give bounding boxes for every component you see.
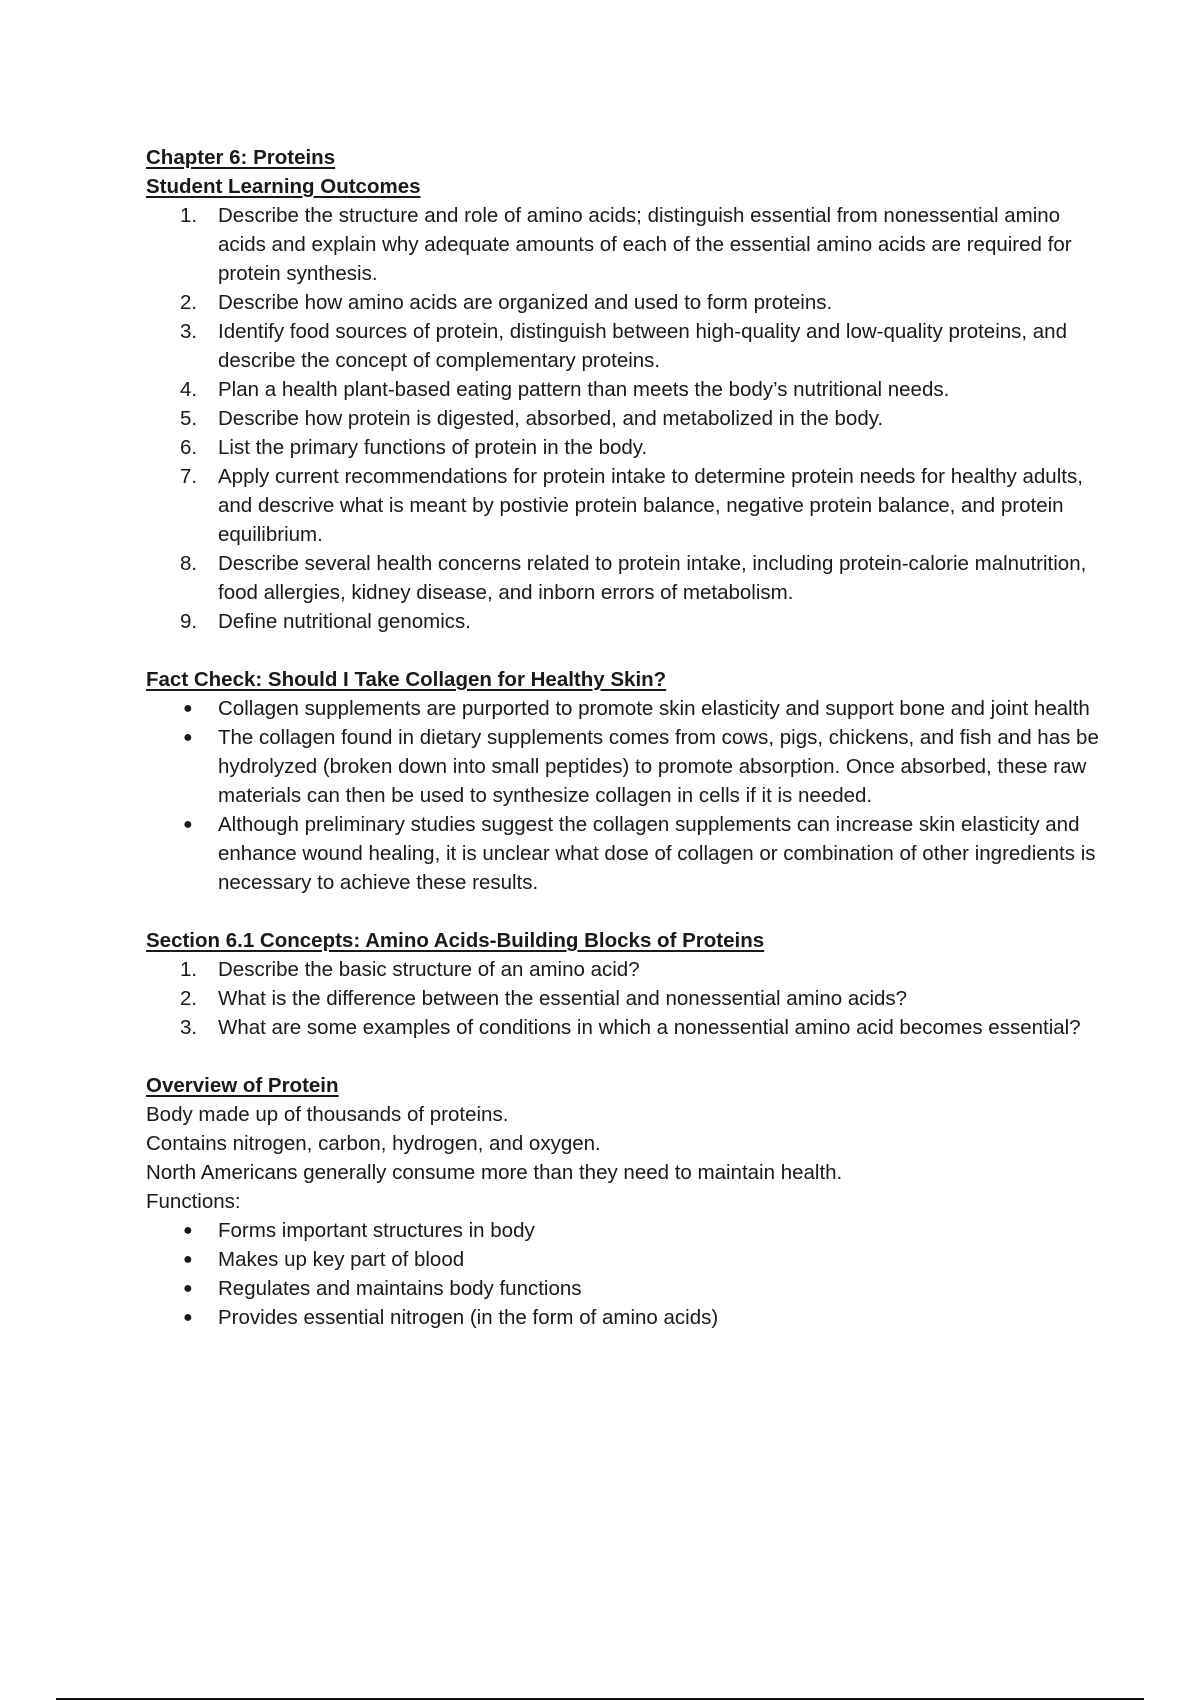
overview-line: Contains nitrogen, carbon, hydrogen, and oxygen. bbox=[146, 1132, 601, 1155]
fact-check-text: Collagen supplements are purported to promote skin elasticity and support bone and joint health bbox=[218, 697, 1090, 720]
overview-line: Body made up of thousands of proteins. bbox=[146, 1103, 509, 1126]
function-item bbox=[146, 1303, 1106, 1332]
list-number: 2. bbox=[180, 987, 198, 1010]
bullet-icon: ● bbox=[183, 729, 193, 746]
outcome-item bbox=[146, 462, 1106, 549]
function-text: Makes up key part of blood bbox=[218, 1248, 465, 1271]
bullet-icon: ● bbox=[183, 1280, 193, 1297]
fact-check-text: The collagen found in dietary supplements comes from cows, pigs, chickens, and fish and has be hydrolyzed (broken down into small peptides) to promote absorption. Once absorbed, these raw materials can then be used to synthesize collagen in cells if it is needed. bbox=[218, 726, 1099, 807]
concept-question bbox=[146, 1013, 1106, 1042]
function-item bbox=[146, 1216, 1106, 1245]
bullet-icon: ● bbox=[183, 1251, 193, 1268]
concept-question bbox=[146, 955, 1106, 984]
list-number: 9. bbox=[180, 610, 198, 633]
outcome-text: Describe several health concerns related to protein intake, including protein-calorie malnutrition, food allergies, kidney disease, and inborn errors of metabolism. bbox=[218, 552, 1087, 604]
overview-line: North Americans generally consume more than they need to maintain health. bbox=[146, 1161, 843, 1184]
list-number: 5. bbox=[180, 407, 198, 430]
outcome-text: Identify food sources of protein, distinguish between high-quality and low-quality proteins, and describe the concept of complementary proteins. bbox=[218, 320, 1067, 372]
section-6-1-heading: Section 6.1 Concepts: Amino Acids-Building Blocks of Proteins bbox=[146, 929, 765, 952]
spacer bbox=[146, 636, 1106, 665]
outcome-item bbox=[146, 549, 1106, 607]
bullet-icon: ● bbox=[183, 1222, 193, 1239]
function-text: Forms important structures in body bbox=[218, 1219, 535, 1242]
outcome-item bbox=[146, 317, 1106, 375]
function-item bbox=[146, 1274, 1106, 1303]
outcome-text: Describe the structure and role of amino acids; distinguish essential from nonessential amino acids and explain why adequate amounts of each of the essential amino acids are required for protein synthesis. bbox=[218, 204, 1072, 285]
outcome-item bbox=[146, 375, 1106, 404]
outcome-item bbox=[146, 288, 1106, 317]
fact-check-text: Although preliminary studies suggest the collagen supplements can increase skin elasticity and enhance wound healing, it is unclear what dose of collagen or combination of other ingredients is necessary to achieve these results. bbox=[218, 813, 1096, 894]
function-item bbox=[146, 1245, 1106, 1274]
list-number: 1. bbox=[180, 958, 198, 981]
function-text: Provides essential nitrogen (in the form of amino acids) bbox=[218, 1306, 719, 1329]
outcome-text: List the primary functions of protein in the body. bbox=[218, 436, 648, 459]
list-number: 7. bbox=[180, 465, 198, 488]
bullet-icon: ● bbox=[183, 1309, 193, 1326]
concept-question-text: What is the difference between the essential and nonessential amino acids? bbox=[218, 987, 908, 1010]
fact-check-list bbox=[146, 694, 1106, 897]
function-text: Regulates and maintains body functions bbox=[218, 1277, 582, 1300]
concept-question-text: Describe the basic structure of an amino acid? bbox=[218, 958, 640, 981]
fact-check-item bbox=[146, 723, 1106, 810]
outcome-item bbox=[146, 607, 1106, 636]
list-number: 3. bbox=[180, 320, 198, 343]
outcome-text: Define nutritional genomics. bbox=[218, 610, 471, 633]
spacer bbox=[146, 897, 1106, 926]
list-number: 1. bbox=[180, 204, 198, 227]
fact-check-item bbox=[146, 810, 1106, 897]
outcome-text: Describe how protein is digested, absorbed, and metabolized in the body. bbox=[218, 407, 884, 430]
list-number: 8. bbox=[180, 552, 198, 575]
spacer bbox=[146, 1042, 1106, 1071]
overview-heading: Overview of Protein bbox=[146, 1074, 339, 1097]
fact-check-item bbox=[146, 694, 1106, 723]
fact-check-heading: Fact Check: Should I Take Collagen for Healthy Skin? bbox=[146, 668, 667, 691]
document-page bbox=[146, 143, 1106, 1332]
bullet-icon: ● bbox=[183, 700, 193, 717]
list-number: 2. bbox=[180, 291, 198, 314]
outcome-item bbox=[146, 433, 1106, 462]
functions-list bbox=[146, 1216, 1106, 1332]
section-6-1-list bbox=[146, 955, 1106, 1042]
outcome-item bbox=[146, 201, 1106, 288]
concept-question-text: What are some examples of conditions in which a nonessential amino acid becomes essential? bbox=[218, 1016, 1081, 1039]
outcomes-list bbox=[146, 201, 1106, 636]
outcome-text: Describe how amino acids are organized and used to form proteins. bbox=[218, 291, 833, 314]
bullet-icon: ● bbox=[183, 816, 193, 833]
outcome-text: Apply current recommendations for protein intake to determine protein needs for healthy adults, and descrive what is meant by postivie protein balance, negative protein balance, and protein equilibrium. bbox=[218, 465, 1083, 546]
list-number: 3. bbox=[180, 1016, 198, 1039]
concept-question bbox=[146, 984, 1106, 1013]
chapter-title: Chapter 6: Proteins bbox=[146, 146, 336, 169]
outcomes-heading: Student Learning Outcomes bbox=[146, 175, 421, 198]
functions-label: Functions: bbox=[146, 1190, 241, 1213]
list-number: 4. bbox=[180, 378, 198, 401]
outcome-text: Plan a health plant-based eating pattern than meets the body’s nutritional needs. bbox=[218, 378, 950, 401]
list-number: 6. bbox=[180, 436, 198, 459]
outcome-item bbox=[146, 404, 1106, 433]
